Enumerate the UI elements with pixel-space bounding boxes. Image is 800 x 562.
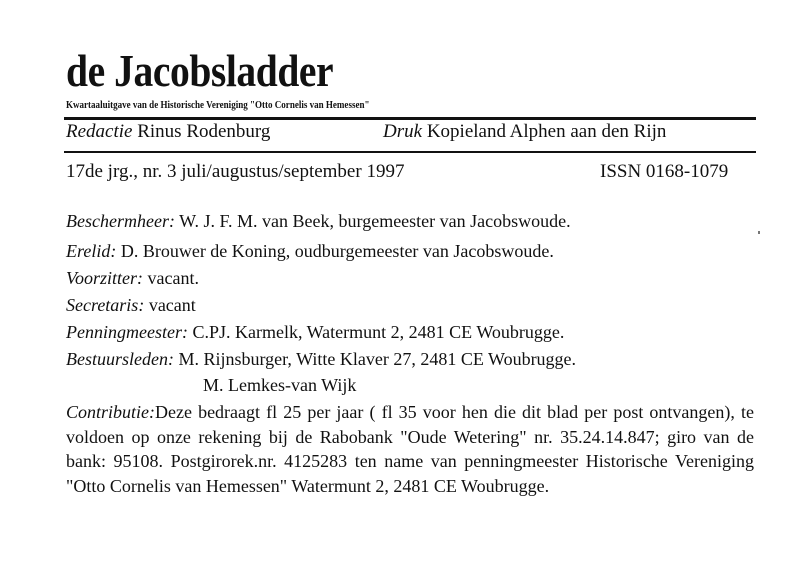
redactie-value: Rinus Rodenburg — [137, 121, 271, 142]
board-value: C.PJ. Karmelk, Watermunt 2, 2481 CE Woubrugge. — [192, 322, 565, 342]
board-label: Voorzitter: — [66, 268, 144, 288]
contributie-paragraph — [66, 400, 754, 498]
scan-speck — [758, 231, 760, 234]
newsletter-subtitle: Kwartaaluitgave van de Historische Vereniging "Otto Cornelis van Hemessen" — [66, 99, 370, 111]
contributie-text: Deze bedraagt fl 25 per jaar ( fl 35 voor hen die dit blad per post ontvangen), te voldoen op onze rekening bij de Rabobank "Oude Wetering" nr. 35.24.14.847; giro van de bank: 95108. Postgirorek.nr. 4125283 ten name van penningmeester Historische Vereniging "Otto Cornelis van Hemessen" Watermunt 2, 2481 CE Woubrugge. — [66, 402, 754, 496]
issn: ISSN 0168-1079 — [600, 161, 729, 182]
board-line-penningmeester — [66, 322, 564, 343]
board-line-voorzitter — [66, 268, 199, 289]
board-value: M. Rijnsburger, Witte Klaver 27, 2481 CE Woubrugge. — [178, 349, 577, 369]
board-label: Erelid: — [66, 241, 117, 261]
board-label: Beschermheer: — [66, 211, 175, 231]
board-extra-member: M. Lemkes-van Wijk — [203, 375, 357, 395]
top-rule — [64, 117, 756, 120]
druk-line — [383, 121, 666, 143]
board-value: D. Brouwer de Koning, oudburgemeester van Jacobswoude. — [120, 241, 554, 261]
middle-rule — [64, 151, 756, 153]
board-value: W. J. F. M. van Beek, burgemeester van Jacobswoude. — [179, 211, 571, 231]
board-line-erelid — [66, 241, 554, 262]
board-line-secretaris — [66, 295, 196, 316]
board-line-beschermheer — [66, 211, 571, 232]
newsletter-title: de Jacobsladder — [66, 45, 334, 96]
board-value: vacant — [148, 295, 196, 315]
druk-value: Kopieland Alphen aan den Rijn — [426, 121, 667, 142]
redactie-label: Redactie — [66, 121, 133, 142]
board-label: Secretaris: — [66, 295, 145, 315]
board-label: Penningmeester: — [66, 322, 188, 342]
contributie-label: Contributie: — [66, 402, 155, 422]
board-line-bestuursleden — [66, 349, 576, 370]
redactie-line — [66, 121, 270, 143]
issue-info: 17de jrg., nr. 3 juli/augustus/september 1997 — [66, 161, 405, 182]
druk-label: Druk — [383, 121, 423, 142]
board-value: vacant. — [147, 268, 199, 288]
board-label: Bestuursleden: — [66, 349, 174, 369]
